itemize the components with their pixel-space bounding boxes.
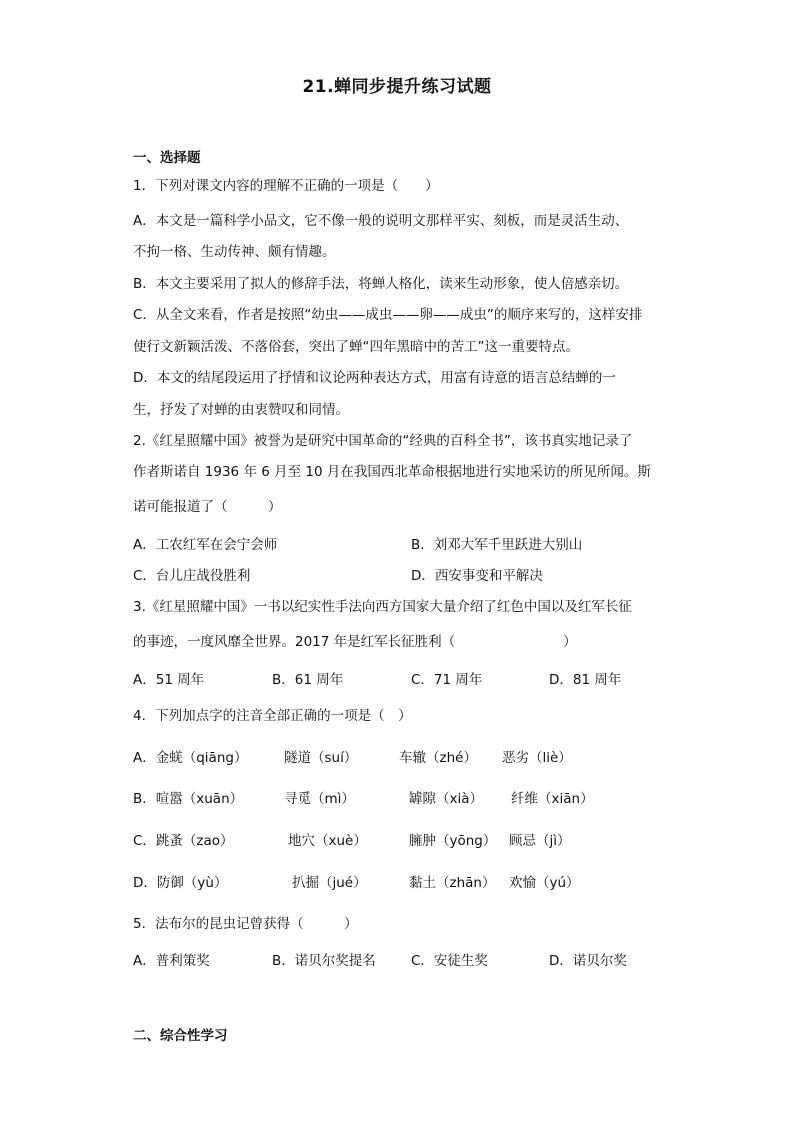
- q5-stem: 5．法布尔的昆虫记曾获得（ ）: [133, 916, 358, 932]
- q5-option-d: D．诺贝尔奖: [549, 953, 627, 969]
- q4-option-d-word1: D．防御（yù）: [133, 875, 228, 891]
- q2-stem-line2: 作者斯诺自 1936 年 6 月至 10 月在我国西北革命根据地进行实地采访的所见所闻。斯: [133, 464, 651, 480]
- section-heading-choice: 一、选择题: [133, 150, 201, 166]
- q3-option-d: D．81 周年: [549, 672, 622, 688]
- q4-option-b-word1: B．喧嚣（xuān）: [133, 791, 244, 807]
- q5-option-a: A．普利策奖: [133, 953, 210, 969]
- q4-option-d-word4: 欢愉（yú）: [509, 875, 580, 891]
- q4-option-c-word1: C．跳蚤（zao）: [133, 833, 234, 849]
- q2-option-b: B．刘邓大军千里跃进大别山: [411, 537, 583, 553]
- q1-stem: 1．下列对课文内容的理解不正确的一项是（ ）: [133, 178, 439, 194]
- q1-option-a-line2: 不拘一格、生动传神、颇有情趣。: [133, 244, 336, 260]
- q4-option-a-word1: A．金蜣（qiāng）: [133, 750, 248, 766]
- q3-stem-line1: 3.《红星照耀中国》一书以纪实性手法向西方国家大量介绍了红色中国以及红军长征: [133, 599, 632, 615]
- q3-option-b: B．61 周年: [272, 672, 344, 688]
- q4-option-b-word4: 纤维（xiān）: [511, 791, 594, 807]
- q4-stem: 4．下列加点字的注音全部正确的一项是（ ）: [133, 708, 412, 724]
- q3-stem-line2: 的事迹，一度风靡全世界。2017 年是红军长征胜利（ ）: [133, 634, 577, 650]
- q5-option-b: B．诺贝尔奖提名: [272, 953, 376, 969]
- q4-option-b-word3: 罅隙（xià）: [409, 791, 484, 807]
- q3-option-a: A．51 周年: [133, 672, 205, 688]
- q4-option-c-word2: 地穴（xuè）: [288, 833, 367, 849]
- q1-option-c-line2: 使行文新颖活泼、不落俗套，突出了蝉“四年黑暗中的苦工”这一重要特点。: [133, 339, 579, 355]
- page-title: 21.蝉同步提升练习试题: [302, 77, 492, 97]
- q2-stem-line1: 2.《红星照耀中国》被誉为是研究中国革命的“经典的百科全书”，该书真实地记录了: [133, 433, 633, 449]
- q4-option-a-word3: 车辙（zhé）: [399, 750, 477, 766]
- q1-option-d-line2: 生，抒发了对蝉的由衷赞叹和同情。: [133, 402, 349, 418]
- q4-option-c-word4: 顾忌（jì）: [509, 833, 571, 849]
- q4-option-a-word2: 隧道（suí）: [284, 750, 358, 766]
- q2-option-d: D．西安事变和平解决: [411, 568, 543, 584]
- q3-option-c: C．71 周年: [411, 672, 483, 688]
- q2-option-c: C．台儿庄战役胜利: [133, 568, 251, 584]
- q4-option-d-word2: 扒掘（jué）: [292, 875, 367, 891]
- q2-option-a: A．工农红军在会宁会师: [133, 537, 278, 553]
- q4-option-d-word3: 黏土（zhān）: [409, 875, 496, 891]
- q4-option-c-word3: 臃肿（yōng）: [409, 833, 497, 849]
- q1-option-a-line1: A．本文是一篇科学小品文，它不像一般的说明文那样平实、刻板，而是灵活生动、: [133, 213, 629, 229]
- q4-option-b-word2: 寻觅（mì）: [284, 791, 355, 807]
- section-heading-comprehensive: 二、综合性学习: [133, 1028, 228, 1044]
- q5-option-c: C．安徒生奖: [411, 953, 488, 969]
- q4-option-a-word4: 恶劣（liè）: [502, 750, 572, 766]
- q1-option-c-line1: C．从全文来看，作者是按照“幼虫——成虫——卵——成虫”的顺序来写的，这样安排: [133, 307, 643, 323]
- q1-option-d-line1: D．本文的结尾段运用了抒情和议论两种表达方式，用富有诗意的语言总结蝉的一: [133, 370, 616, 386]
- q2-stem-line3: 诺可能报道了（ ）: [133, 499, 282, 515]
- q1-option-b: B．本文主要采用了拟人的修辞手法，将蝉人格化，读来生动形象，使人倍感亲切。: [133, 276, 629, 292]
